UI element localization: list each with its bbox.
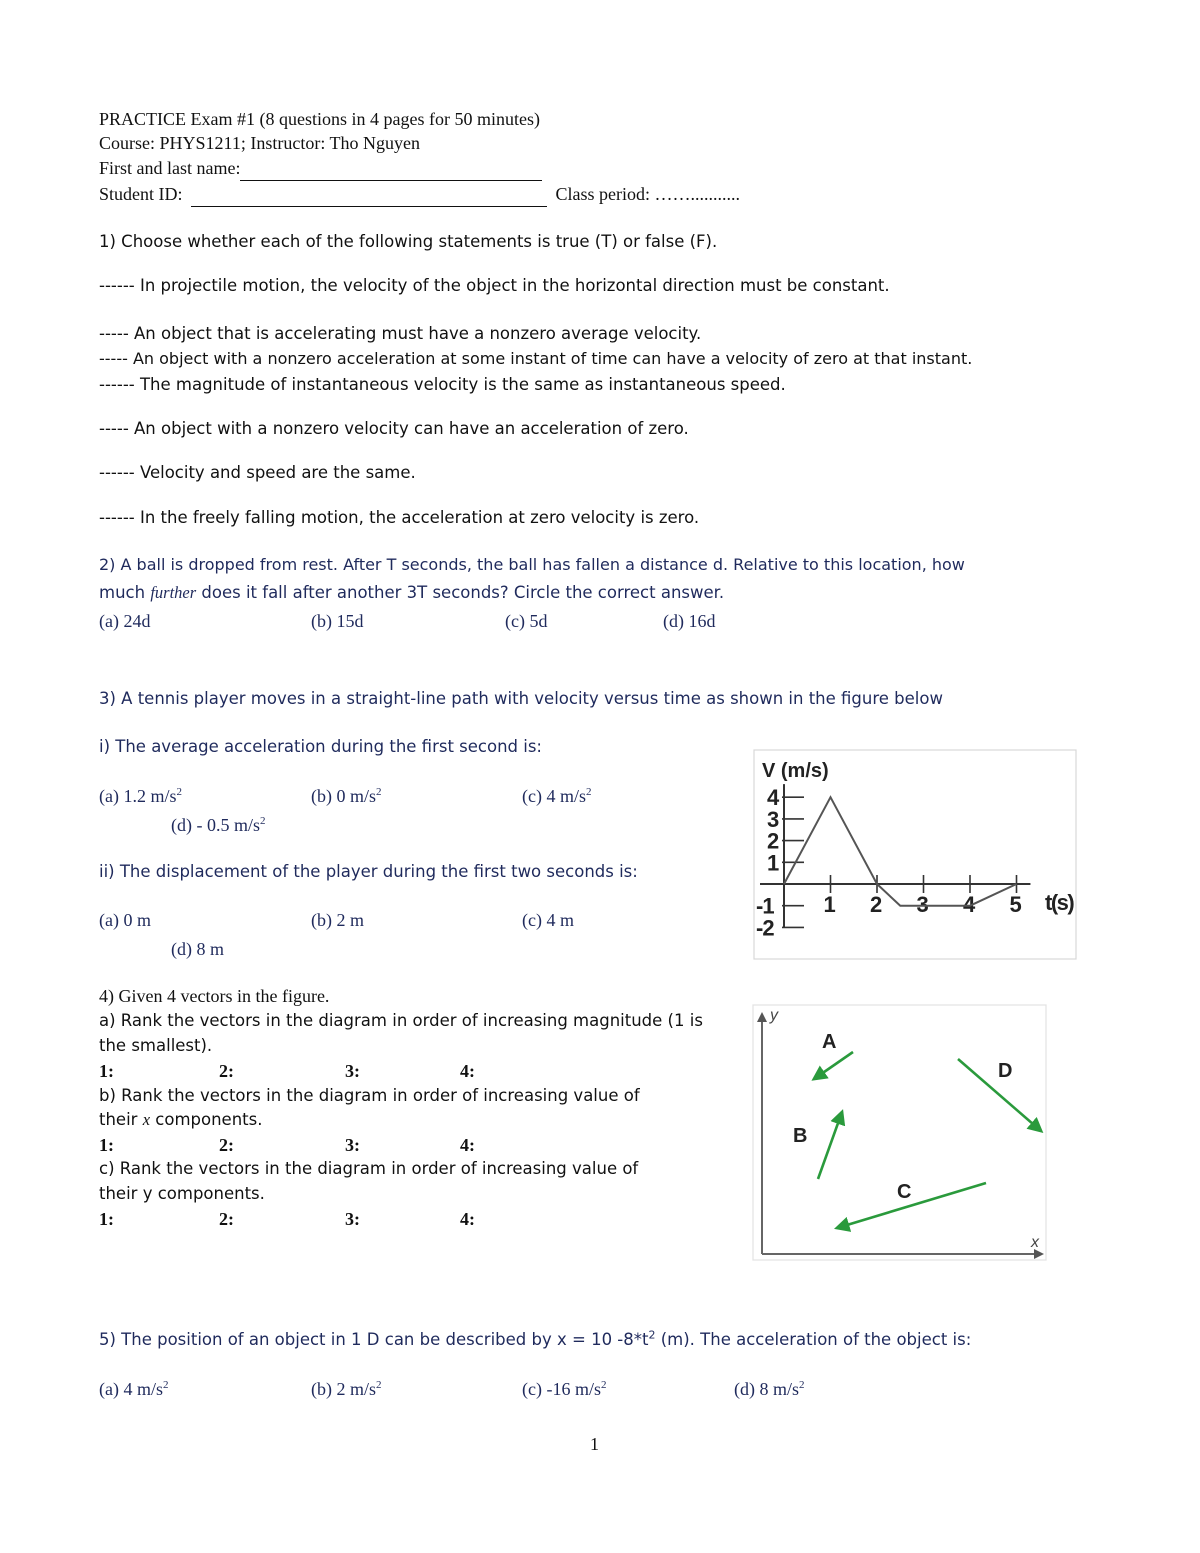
- rank-label: 1:: [99, 1209, 114, 1229]
- q1-statement: ------ The magnitude of instantaneous velocity is the same as instantaneous speed.: [99, 375, 786, 394]
- rank-label: 1:: [99, 1135, 114, 1155]
- x-tick-label: 3: [916, 892, 929, 917]
- q1-statement: ------ In projectile motion, the velocity of the object in the horizontal direction must be constant.: [99, 276, 890, 295]
- q5-option-b[interactable]: [311, 1377, 382, 1401]
- option-text: (d) - 0.5 m/s: [171, 815, 260, 835]
- y-tick-label: 2: [767, 828, 779, 854]
- q2-option-a[interactable]: (a) 24d: [99, 611, 151, 631]
- rank-label: 3:: [345, 1209, 360, 1229]
- name-blank[interactable]: [240, 156, 542, 181]
- q2-text: much: [99, 583, 151, 602]
- q1-statement: ----- An object with a nonzero velocity can have an acceleration of zero.: [99, 419, 689, 438]
- option-text: (c) -16 m/s: [522, 1379, 601, 1399]
- option-text: (b) 2 m/s: [311, 1379, 376, 1399]
- student-id-label: Student ID:: [99, 184, 183, 204]
- q1-prompt: 1) Choose whether each of the following statements is true (T) or false (F).: [99, 232, 718, 251]
- rank-label: 2:: [219, 1135, 234, 1155]
- option-text: (a) 1.2 m/s: [99, 786, 177, 806]
- velocity-time-chart: [750, 748, 1078, 962]
- y-tick-label: 1: [767, 850, 779, 876]
- rank-label: 3:: [345, 1061, 360, 1081]
- q4c-line1: c) Rank the vectors in the diagram in order of increasing value of: [99, 1159, 639, 1178]
- q3-prompt: 3) A tennis player moves in a straight-line path with velocity versus time as shown in the figure below: [99, 689, 943, 708]
- y-tick-label: -2: [756, 915, 774, 941]
- exponent: 2: [648, 1328, 656, 1342]
- q3-part-i: i) The average acceleration during the first second is:: [99, 737, 542, 756]
- q3i-option-c[interactable]: [522, 784, 591, 808]
- student-id-line: [99, 182, 740, 207]
- option-text: (b) 0 m/s: [311, 786, 376, 806]
- exponent: 2: [376, 786, 382, 798]
- x-tick-label: 4: [963, 892, 976, 917]
- q3ii-option-a[interactable]: (a) 0 m: [99, 910, 151, 930]
- q5-option-a[interactable]: [99, 1377, 168, 1401]
- q3ii-option-d[interactable]: (d) 8 m: [171, 939, 224, 959]
- rank-label: 4:: [460, 1135, 475, 1155]
- q3ii-option-c[interactable]: (c) 4 m: [522, 910, 574, 930]
- q1-statement: ----- An object with a nonzero acceleration at some instant of time can have a velocity of zero at that instant.: [99, 349, 973, 368]
- q4-prompt: 4) Given 4 vectors in the figure.: [99, 986, 330, 1006]
- vector-a-label: A: [822, 1031, 837, 1053]
- course-line: Course: PHYS1211; Instructor: Tho Nguyen: [99, 133, 420, 153]
- vector-c-label: C: [897, 1181, 912, 1203]
- q4b-variable: x: [142, 1110, 151, 1129]
- q3ii-option-b[interactable]: (b) 2 m: [311, 910, 364, 930]
- vector-b-label: B: [793, 1125, 808, 1147]
- q3i-option-d[interactable]: [171, 813, 266, 837]
- q2-text: does it fall after another 3T seconds? Circle the correct answer.: [196, 583, 725, 602]
- q4b-text: their: [99, 1110, 143, 1129]
- exponent: 2: [162, 1379, 169, 1391]
- q3-part-ii: ii) The displacement of the player during the first two seconds is:: [99, 862, 638, 881]
- q3i-option-a[interactable]: [99, 784, 182, 808]
- rank-label: 4:: [460, 1209, 475, 1229]
- q1-statement: ------ In the freely falling motion, the acceleration at zero velocity is zero.: [99, 508, 700, 527]
- q2-option-d[interactable]: (d) 16d: [663, 611, 716, 631]
- q4b-line2: [99, 1108, 262, 1132]
- q4a-line1: a) Rank the vectors in the diagram in order of increasing magnitude (1 is: [99, 1011, 703, 1030]
- q4a-line2: the smallest).: [99, 1036, 213, 1055]
- q5-text: 5) The position of an object in 1 D can be described by x = 10 -8*t: [99, 1330, 649, 1349]
- exponent: 2: [799, 1379, 805, 1391]
- q1-statement: ----- An object that is accelerating must have a nonzero average velocity.: [99, 324, 702, 343]
- q2-prompt-line1: 2) A ball is dropped from rest. After T seconds, the ball has fallen a distance d. Relative to this location, how: [99, 555, 965, 574]
- q5-text: (m). The acceleration of the object is:: [655, 1330, 972, 1349]
- q4c-line2: their y components.: [99, 1184, 265, 1203]
- exponent: 2: [585, 786, 592, 798]
- exponent: 2: [260, 815, 266, 827]
- rank-label: 3:: [345, 1135, 360, 1155]
- q2-emphasis: further: [150, 583, 197, 602]
- y-axis-label: y: [770, 1007, 778, 1024]
- name-label: First and last name:: [99, 158, 241, 178]
- y-tick-label: 3: [767, 806, 779, 832]
- q3i-option-b[interactable]: [311, 784, 382, 808]
- rank-label: 4:: [460, 1061, 475, 1081]
- q4b-text: components.: [150, 1110, 263, 1129]
- y-tick-label: -1: [756, 893, 774, 919]
- vector-diagram: [752, 1004, 1048, 1262]
- vector-d-label: D: [998, 1060, 1013, 1082]
- q5-option-c[interactable]: [522, 1377, 606, 1401]
- option-text: (d) 8 m/s: [734, 1379, 799, 1399]
- x-axis-label: x: [1031, 1234, 1039, 1251]
- y-axis-label: V (m/s): [762, 760, 829, 782]
- x-tick-label: 5: [1009, 892, 1022, 917]
- student-id-blank[interactable]: [191, 182, 547, 207]
- q2-option-c[interactable]: (c) 5d: [505, 611, 548, 631]
- exponent: 2: [176, 786, 182, 798]
- page-number: 1: [590, 1434, 599, 1454]
- option-text: (c) 4 m/s: [522, 786, 586, 806]
- y-tick-label: 4: [767, 785, 779, 811]
- rank-label: 1:: [99, 1061, 114, 1081]
- x-tick-label: 1: [823, 892, 836, 917]
- class-period: Class period: ……...........: [555, 184, 740, 204]
- q4b-line1: b) Rank the vectors in the diagram in order of increasing value of: [99, 1086, 640, 1105]
- q5-prompt: [99, 1328, 971, 1352]
- x-axis-label: t(s): [1045, 890, 1074, 915]
- option-text: (a) 4 m/s: [99, 1379, 163, 1399]
- exponent: 2: [376, 1379, 382, 1391]
- q2-prompt-line2: [99, 581, 724, 605]
- q2-option-b[interactable]: (b) 15d: [311, 611, 364, 631]
- q5-option-d[interactable]: [734, 1377, 805, 1401]
- rank-label: 2:: [219, 1209, 234, 1229]
- exponent: 2: [600, 1379, 607, 1391]
- q1-statement: ------ Velocity and speed are the same.: [99, 463, 416, 482]
- rank-label: 2:: [219, 1061, 234, 1081]
- x-tick-label: 2: [870, 892, 883, 917]
- name-line: [99, 156, 542, 181]
- exam-title: PRACTICE Exam #1 (8 questions in 4 pages for 50 minutes): [99, 109, 540, 129]
